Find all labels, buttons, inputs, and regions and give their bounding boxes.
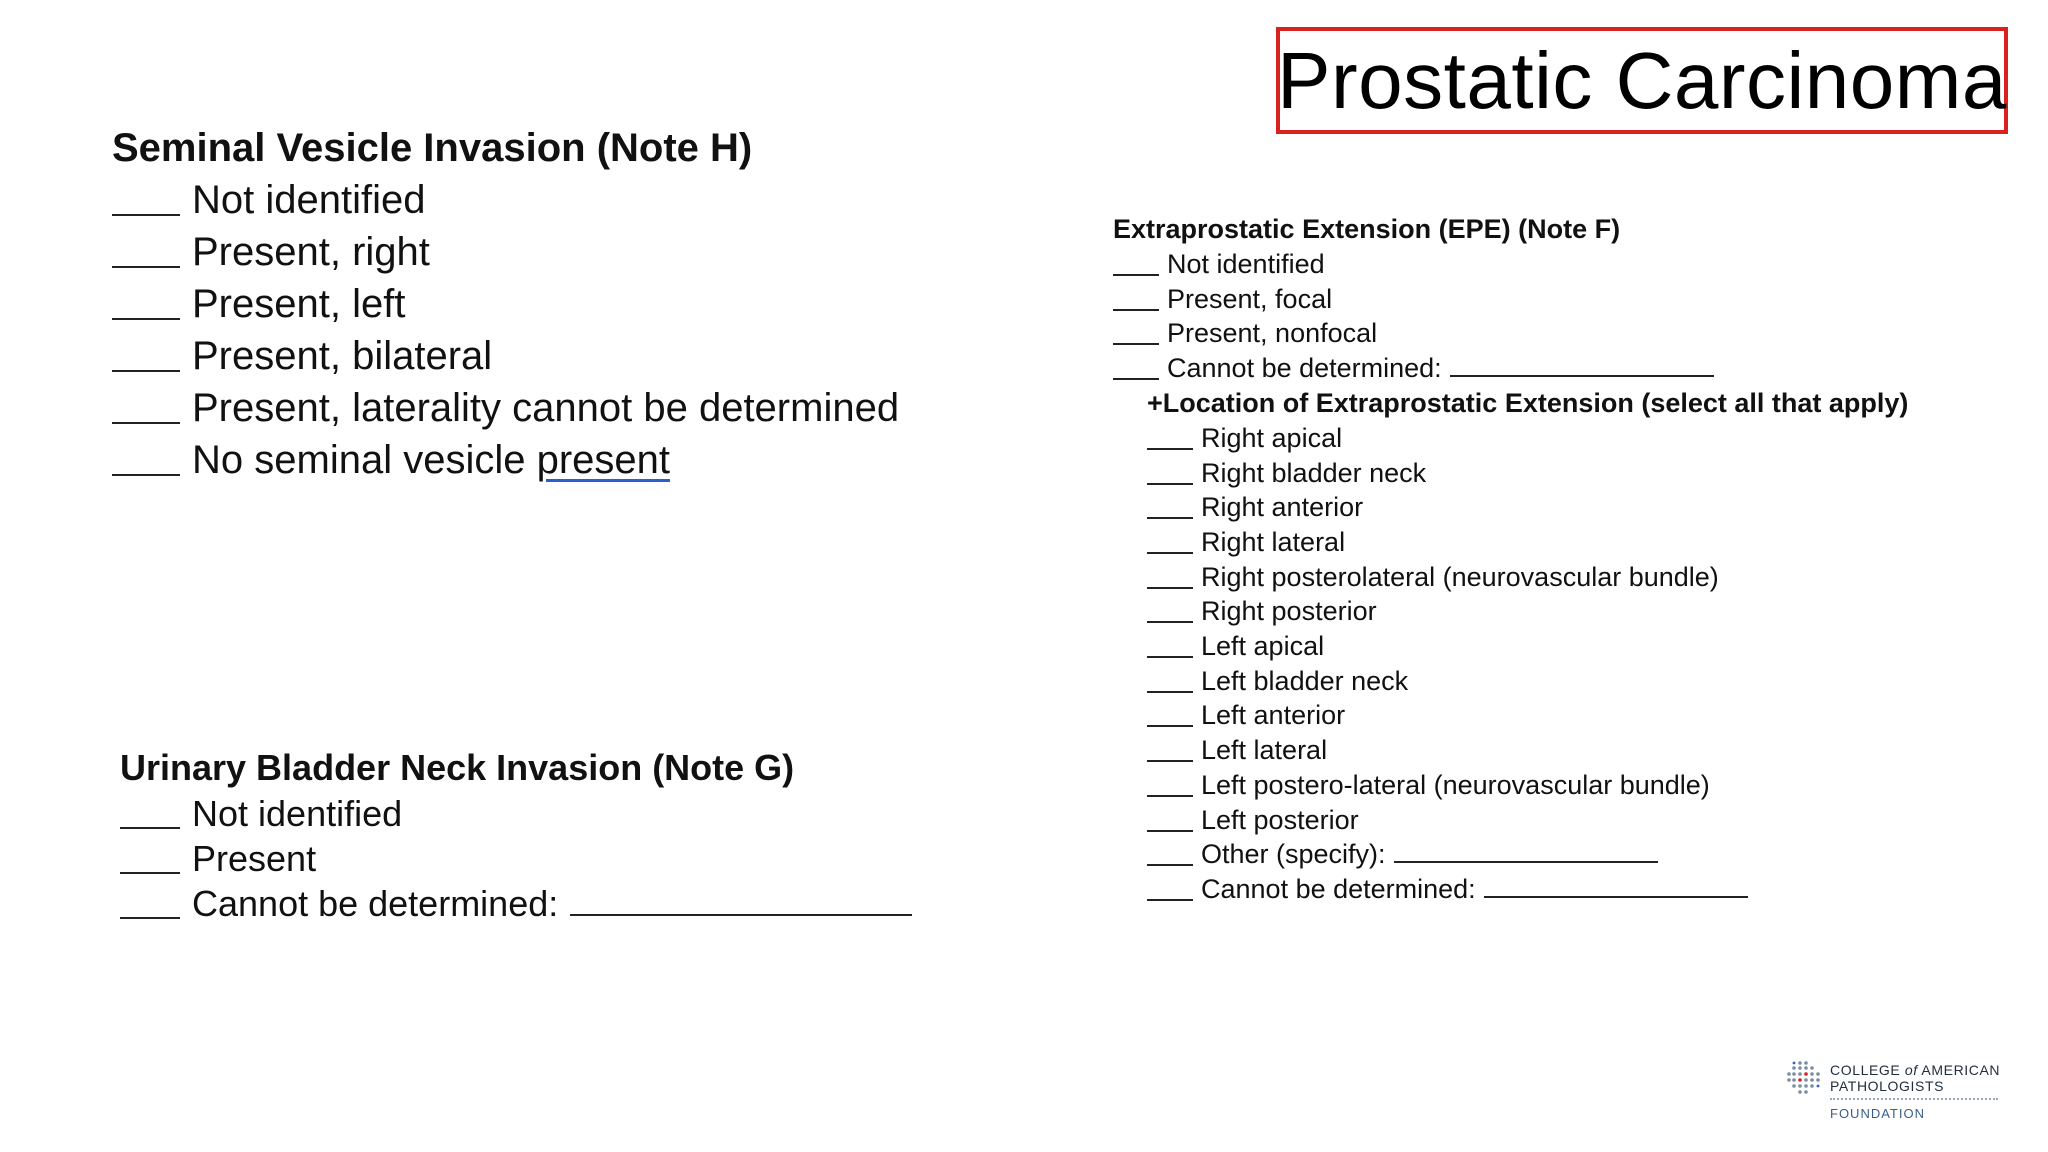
checkbox-blank[interactable] bbox=[120, 827, 180, 829]
checklist-item[interactable]: Not identified bbox=[112, 174, 899, 226]
checkbox-blank[interactable] bbox=[112, 370, 180, 372]
page-title: Prostatic Carcinoma bbox=[1277, 35, 2007, 125]
checkbox-blank[interactable] bbox=[1147, 760, 1193, 762]
epe-heading: Extraprostatic Extension (EPE) (Note F) bbox=[1113, 214, 1621, 244]
checklist-item[interactable]: Right posterolateral (neurovascular bundle) bbox=[1113, 560, 1908, 595]
checklist-item[interactable]: Left bladder neck bbox=[1113, 664, 1908, 699]
checkbox-blank[interactable] bbox=[1147, 656, 1193, 658]
checklist-item[interactable]: Other (specify): bbox=[1113, 837, 1908, 872]
checkbox-blank[interactable] bbox=[1147, 552, 1193, 554]
checkbox-blank[interactable] bbox=[1147, 864, 1193, 866]
checkbox-blank[interactable] bbox=[1147, 483, 1193, 485]
checkbox-blank[interactable] bbox=[112, 214, 180, 216]
checkbox-blank[interactable] bbox=[1113, 378, 1159, 380]
title-box bbox=[1276, 27, 2008, 134]
checklist-item[interactable]: Left anterior bbox=[1113, 698, 1908, 733]
checkbox-blank[interactable] bbox=[1147, 795, 1193, 797]
checklist-item[interactable]: Left posterior bbox=[1113, 803, 1908, 838]
dot-grid-icon bbox=[1786, 1060, 1822, 1096]
checkbox-blank[interactable] bbox=[112, 422, 180, 424]
checkbox-blank[interactable] bbox=[1147, 899, 1193, 901]
checklist-item[interactable]: Left lateral bbox=[1113, 733, 1908, 768]
checkbox-blank[interactable] bbox=[112, 318, 180, 320]
checklist-item[interactable]: Present bbox=[120, 836, 912, 881]
checklist-item[interactable]: Right bladder neck bbox=[1113, 456, 1908, 491]
checklist-item[interactable]: Present, bilateral bbox=[112, 330, 899, 382]
checklist-item[interactable]: Present, nonfocal bbox=[1113, 316, 1908, 351]
checkbox-blank[interactable] bbox=[1147, 725, 1193, 727]
bladder-neck-heading: Urinary Bladder Neck Invasion (Note G) bbox=[120, 747, 795, 788]
checkbox-blank[interactable] bbox=[1147, 517, 1193, 519]
checklist-item[interactable]: Present, focal bbox=[1113, 282, 1908, 317]
checklist-item[interactable]: Cannot be determined: bbox=[1113, 872, 1908, 907]
logo-wordmark: COLLEGE of AMERICAN PATHOLOGISTS bbox=[1830, 1062, 2001, 1094]
checkbox-blank[interactable] bbox=[1113, 309, 1159, 311]
seminal-vesicle-section bbox=[112, 122, 899, 486]
checklist-item[interactable]: Cannot be determined: bbox=[1113, 351, 1908, 386]
checkbox-blank[interactable] bbox=[1147, 621, 1193, 623]
checklist-item[interactable]: Right anterior bbox=[1113, 490, 1908, 525]
checkbox-blank[interactable] bbox=[1147, 830, 1193, 832]
bladder-neck-section bbox=[120, 745, 912, 926]
checkbox-blank[interactable] bbox=[112, 266, 180, 268]
checklist-item[interactable]: Not identified bbox=[120, 791, 912, 836]
checkbox-blank[interactable] bbox=[112, 474, 180, 476]
checklist-item[interactable]: Left apical bbox=[1113, 629, 1908, 664]
logo-foundation-text: FOUNDATION bbox=[1830, 1106, 1925, 1121]
seminal-vesicle-heading: Seminal Vesicle Invasion (Note H) bbox=[112, 126, 753, 170]
checklist-item[interactable]: Right lateral bbox=[1113, 525, 1908, 560]
checkbox-blank[interactable] bbox=[1113, 343, 1159, 345]
checklist-item[interactable]: No seminal vesicle present bbox=[112, 434, 899, 486]
checkbox-blank[interactable] bbox=[1147, 691, 1193, 693]
checklist-item[interactable]: Present, right bbox=[112, 226, 899, 278]
fill-in-blank[interactable] bbox=[1450, 375, 1714, 377]
fill-in-blank[interactable] bbox=[570, 914, 912, 916]
checkbox-blank[interactable] bbox=[1147, 587, 1193, 589]
logo-divider bbox=[1830, 1098, 1998, 1100]
fill-in-blank[interactable] bbox=[1484, 896, 1748, 898]
checklist-item[interactable]: Present, laterality cannot be determined bbox=[112, 382, 899, 434]
checklist-item[interactable]: Left postero-lateral (neurovascular bundle) bbox=[1113, 768, 1908, 803]
epe-section bbox=[1113, 212, 1908, 907]
checklist-item[interactable]: Present, left bbox=[112, 278, 899, 330]
checklist-item[interactable]: Right apical bbox=[1113, 421, 1908, 456]
checkbox-blank[interactable] bbox=[120, 917, 180, 919]
checkbox-blank[interactable] bbox=[120, 872, 180, 874]
checkbox-blank[interactable] bbox=[1147, 448, 1193, 450]
cap-foundation-logo bbox=[1786, 1060, 2001, 1130]
checklist-item[interactable]: Not identified bbox=[1113, 247, 1908, 282]
fill-in-blank[interactable] bbox=[1394, 861, 1658, 863]
checkbox-blank[interactable] bbox=[1113, 274, 1159, 276]
checklist-item[interactable]: Right posterior bbox=[1113, 594, 1908, 629]
checklist-item[interactable]: Cannot be determined: bbox=[120, 881, 912, 926]
spellcheck-underlined-word: present bbox=[536, 438, 670, 482]
epe-location-heading: +Location of Extraprostatic Extension (select all that apply) bbox=[1147, 387, 1909, 418]
